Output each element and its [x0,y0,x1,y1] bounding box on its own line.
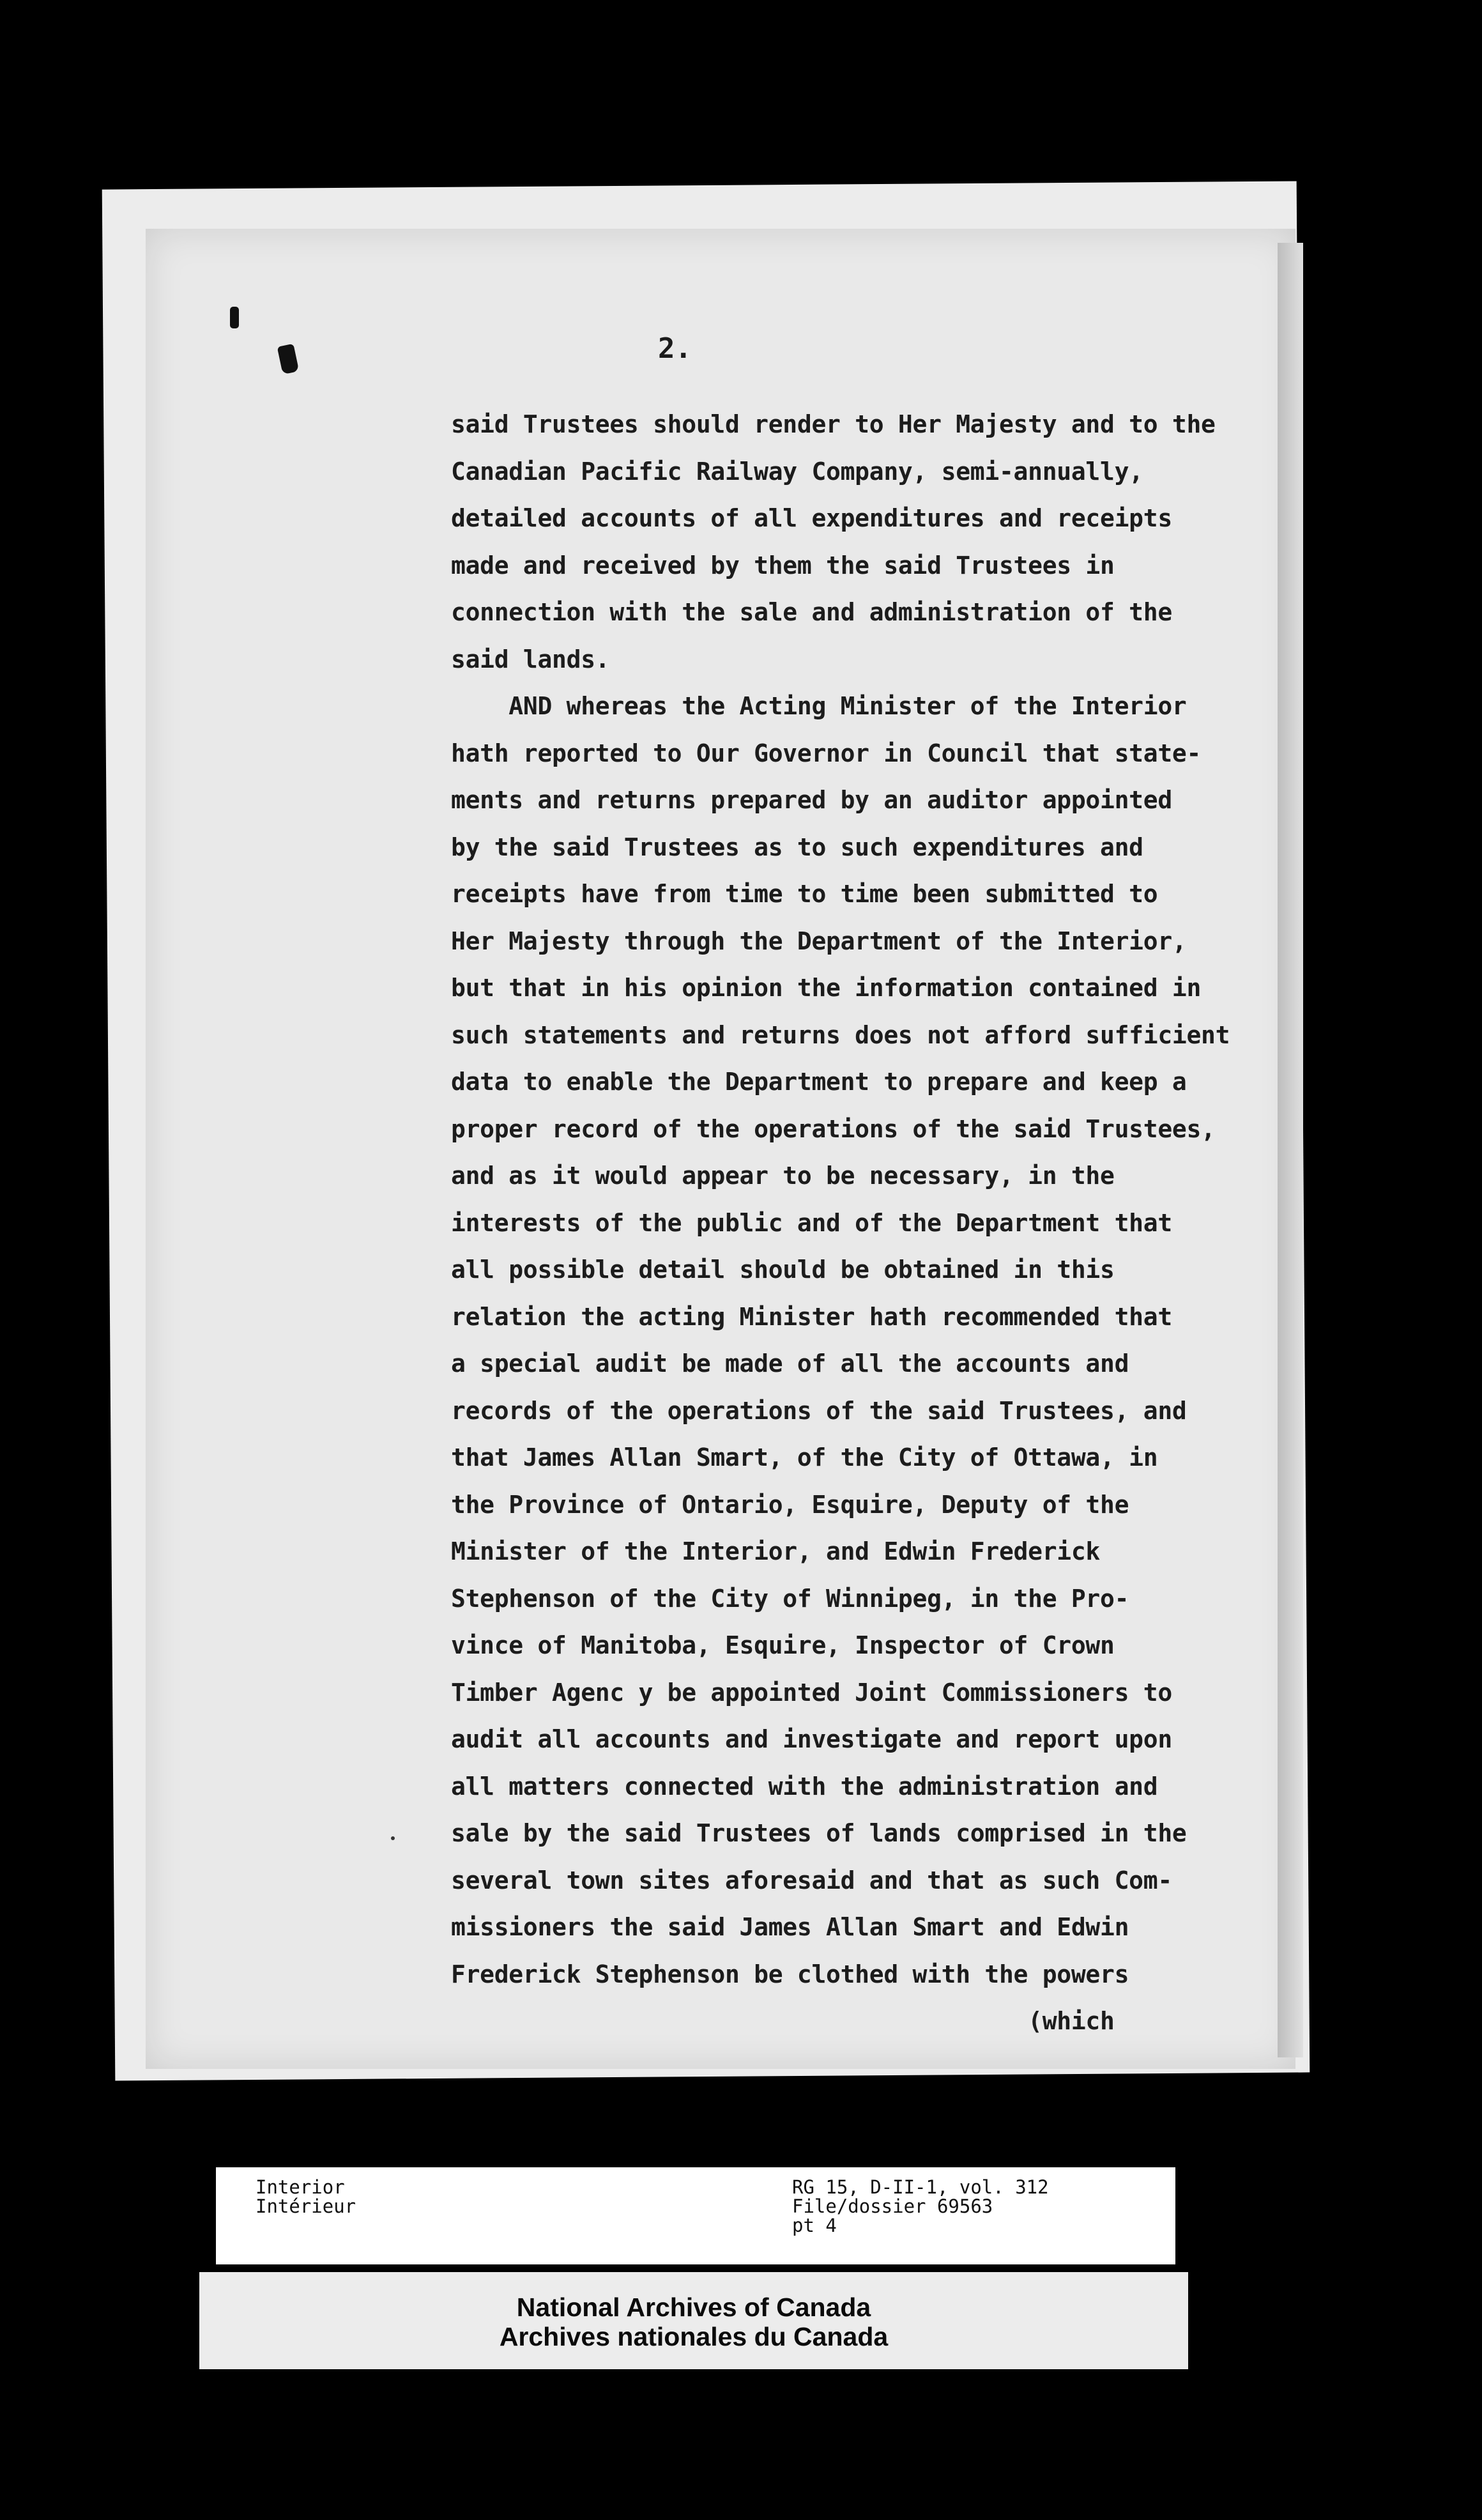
text-line: (which [451,2007,1115,2035]
part-number: pt 4 [792,2215,837,2236]
text-line: a special audit be made of all the accounts and [451,1349,1129,1378]
text-line: that James Allan Smart, of the City of Ottawa, in [451,1443,1158,1471]
text-line: sale by the said Trustees of lands comprised in the [451,1819,1187,1847]
text-line: Frederick Stephenson be clothed with the powers [451,1960,1129,1988]
text-line: hath reported to Our Governor in Council that state- [451,739,1202,767]
text-line: and as it would appear to be necessary, in the [451,1162,1115,1190]
text-line: vince of Manitoba, Esquire, Inspector of Crown [451,1631,1115,1659]
text-line: made and received by them the said Trustees in [451,551,1115,580]
record-group: RG 15, D-II-1, vol. 312 [792,2176,1049,2198]
text-line: Canadian Pacific Railway Company, semi-annually, [451,457,1143,486]
text-line: AND whereas the Acting Minister of the Interior [451,692,1187,720]
page-number: 2. [658,332,692,365]
text-line: Her Majesty through the Department of the Interior, [451,926,1187,955]
reference-department [256,2178,356,2216]
text-line: detailed accounts of all expenditures and receipts [451,504,1172,532]
text-line: records of the operations of the said Trustees, and [451,1396,1187,1425]
text-line: all possible detail should be obtained in this [451,1256,1115,1284]
ink-mark [230,307,239,328]
text-line: audit all accounts and investigate and report upon [451,1725,1172,1753]
typed-body-text [451,401,1256,2045]
text-line: proper record of the operations of the said Trustees, [451,1114,1216,1143]
text-line: such statements and returns does not afford sufficient [451,1020,1230,1049]
archive-name-en: National Archives of Canada [516,2293,871,2322]
text-line: the Province of Ontario, Esquire, Deputy of the [451,1490,1129,1519]
department-en: Interior [256,2176,345,2198]
text-line: but that in his opinion the information contained in [451,974,1202,1002]
text-line: interests of the public and of the Department that [451,1208,1172,1237]
text-line: relation the acting Minister hath recommended that [451,1302,1172,1331]
ink-dot [391,1836,395,1840]
text-line: receipts have from time to time been submitted to [451,880,1158,908]
text-line: data to enable the Department to prepare and keep a [451,1068,1187,1096]
text-line: ments and returns prepared by an auditor appointed [451,786,1172,814]
text-line: all matters connected with the administration and [451,1772,1158,1801]
archive-label [199,2272,1188,2369]
department-fr: Intérieur [256,2195,356,2217]
reference-citation [792,2178,1049,2235]
text-line: said Trustees should render to Her Majesty and to the [451,410,1216,438]
text-line: said lands. [451,645,610,673]
text-line: missioners the said James Allan Smart and Edwin [451,1913,1129,1941]
text-line: Timber Agenc y be appointed Joint Commissioners to [451,1678,1172,1707]
text-line: connection with the sale and administration of the [451,598,1172,626]
text-line: by the said Trustees as to such expenditures and [451,833,1143,861]
text-line: several town sites aforesaid and that as such Com- [451,1866,1172,1894]
archive-name-fr: Archives nationales du Canada [499,2322,889,2351]
text-line: Minister of the Interior, and Edwin Frederick [451,1537,1101,1565]
file-number: File/dossier 69563 [792,2195,993,2217]
text-line: Stephenson of the City of Winnipeg, in the Pro- [451,1584,1129,1613]
page-edge-shadow [1278,243,1303,2057]
